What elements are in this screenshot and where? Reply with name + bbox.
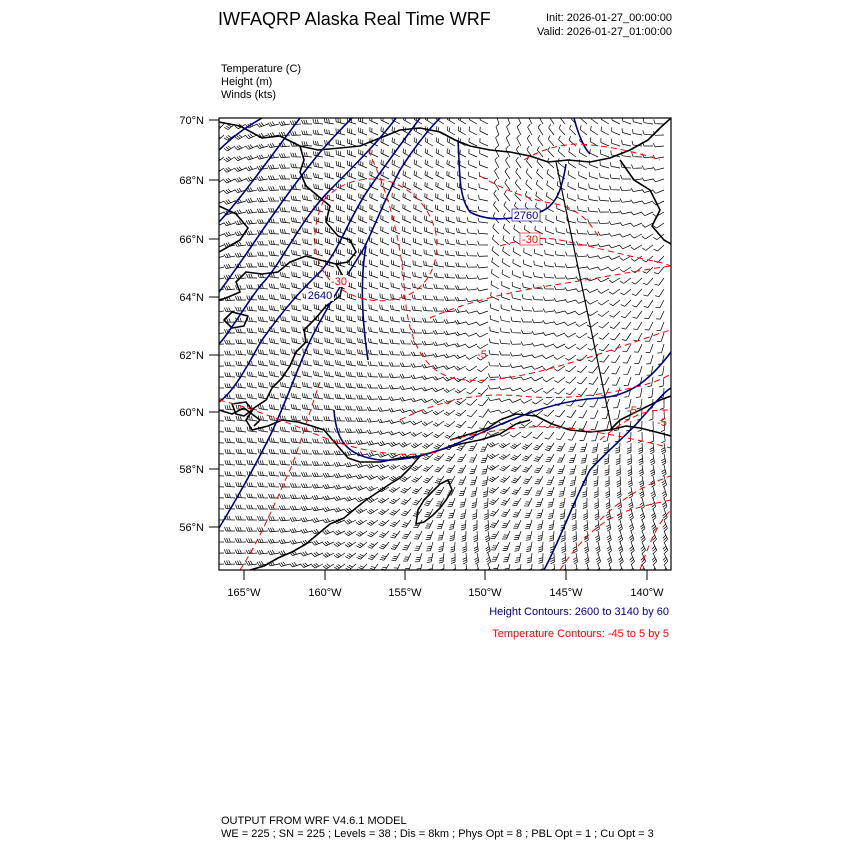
lon-label: 145°W bbox=[549, 587, 583, 599]
lat-label: 66°N bbox=[179, 234, 204, 246]
height-contour-legend: Height Contours: 2600 to 3140 by 60 bbox=[489, 606, 669, 618]
lon-label: 165°W bbox=[227, 587, 261, 599]
latitude-labels bbox=[179, 115, 204, 534]
height-contour-label: 2640 bbox=[307, 290, 333, 302]
variable-height: Height (m) bbox=[221, 76, 273, 88]
temperature-contour-label: -30 bbox=[522, 234, 538, 246]
init-time: Init: 2026-01-27_00:00:00 bbox=[546, 12, 672, 24]
lon-label: 140°W bbox=[630, 587, 664, 599]
lat-label: 68°N bbox=[179, 175, 204, 187]
lat-label: 60°N bbox=[179, 407, 204, 419]
temperature-contour-label: -5 bbox=[477, 349, 487, 361]
height-contour-label: 2760 bbox=[513, 210, 539, 222]
model-info: OUTPUT FROM WRF V4.6.1 MODEL bbox=[221, 815, 407, 827]
variable-temperature: Temperature (C) bbox=[221, 63, 302, 75]
temperature-contour-label: -5 bbox=[657, 417, 667, 429]
lat-label: 62°N bbox=[179, 350, 204, 362]
lat-label: 64°N bbox=[179, 292, 204, 304]
lon-label: 155°W bbox=[388, 587, 422, 599]
lon-label: 160°W bbox=[308, 587, 342, 599]
lat-label: 70°N bbox=[179, 115, 204, 127]
temperature-contour-label: -30 bbox=[331, 276, 347, 288]
valid-time: Valid: 2026-01-27_01:00:00 bbox=[537, 26, 672, 38]
longitude-labels bbox=[227, 587, 664, 599]
lon-label: 150°W bbox=[468, 587, 502, 599]
model-settings: WE = 225 ; SN = 225 ; Levels = 38 ; Dis = 8km ; Phys Opt = 8 ; PBL Opt = 1 ; Cu Opt = 3 bbox=[221, 828, 654, 840]
temperature-contour-legend: Temperature Contours: -45 to 5 by 5 bbox=[492, 628, 669, 640]
variable-winds: Winds (kts) bbox=[221, 89, 276, 101]
latitude-axis bbox=[209, 120, 219, 527]
map-title: IWFAQRP Alaska Real Time WRF bbox=[218, 9, 491, 29]
lat-label: 56°N bbox=[179, 522, 204, 534]
longitude-axis bbox=[244, 570, 647, 580]
temperature-contour-label: -5 bbox=[627, 405, 637, 417]
lat-label: 58°N bbox=[179, 464, 204, 476]
